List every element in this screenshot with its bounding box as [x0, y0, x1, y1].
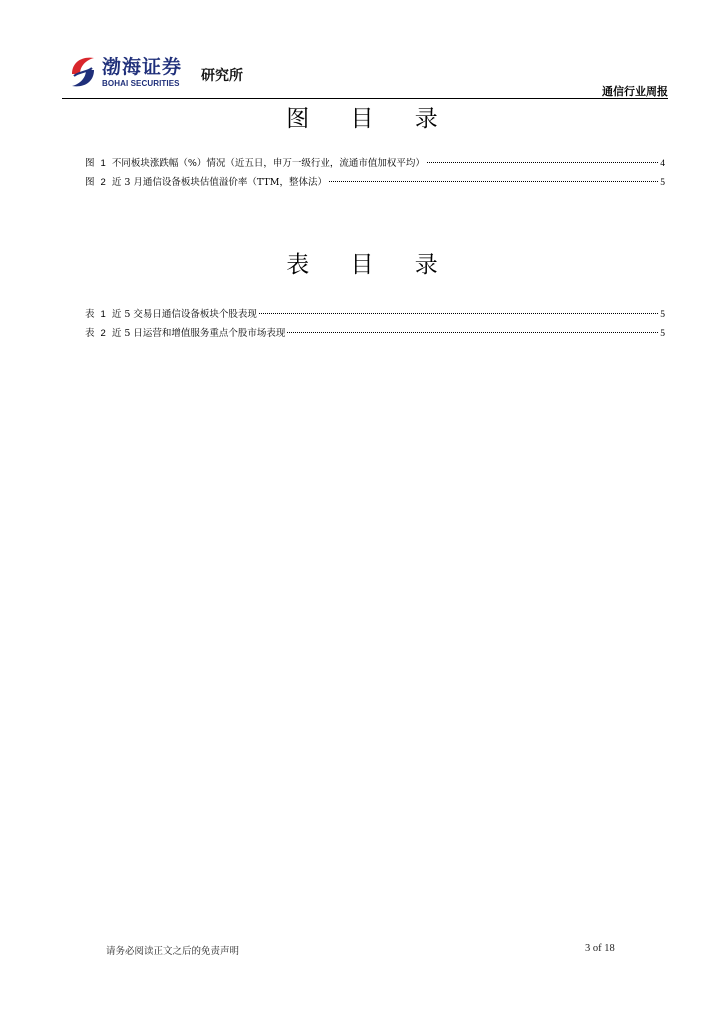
logo-text-cn: 渤海证券: [102, 56, 183, 78]
report-type-label: 通信行业周报: [602, 85, 668, 98]
entry-page-number: 5: [660, 178, 665, 188]
figures-toc-list: [85, 154, 665, 192]
entry-number: 1: [100, 309, 106, 320]
entry-page-number: 4: [660, 159, 665, 169]
entry-title: 不同板块涨跌幅（%）情况（近五日，申万一级行业，流通市值加权平均）: [111, 158, 425, 169]
toc-entry-table-2[interactable]: [85, 324, 665, 343]
bohai-logo-icon: [68, 54, 98, 90]
entry-prefix: 图: [85, 177, 95, 188]
figures-toc-title: 图 目 录: [286, 106, 455, 132]
dot-leader: [287, 332, 658, 333]
entry-title: 近 5 日运营和增值服务重点个股市场表现: [111, 328, 286, 339]
entry-page-number: 5: [660, 329, 665, 339]
page-header: [62, 50, 668, 100]
dot-leader: [329, 181, 658, 182]
entry-number: 1: [100, 158, 106, 169]
entry-title: 近 5 交易日通信设备板块个股表现: [111, 309, 257, 320]
toc-entry-table-1[interactable]: [85, 305, 665, 324]
dot-leader: [259, 313, 658, 314]
tables-toc-list: [85, 305, 665, 343]
entry-number: 2: [100, 177, 106, 188]
entry-prefix: 表: [85, 328, 95, 339]
tables-toc-title: 表 目 录: [286, 252, 455, 278]
entry-number: 2: [100, 328, 106, 339]
entry-prefix: 图: [85, 158, 95, 169]
institute-label: 研究所: [201, 68, 243, 84]
header-divider: [62, 98, 668, 99]
toc-entry-figure-2[interactable]: [85, 173, 665, 192]
toc-entry-figure-1[interactable]: [85, 154, 665, 173]
footer-disclaimer: 请务必阅读正文之后的免责声明: [106, 946, 240, 957]
entry-prefix: 表: [85, 309, 95, 320]
entry-title: 近 3 月通信设备板块估值溢价率（TTM，整体法）: [111, 177, 327, 188]
logo-text-en: BOHAI SECURITIES: [102, 79, 180, 88]
entry-page-number: 5: [660, 310, 665, 320]
dot-leader: [427, 162, 658, 163]
footer-page-indicator: 3 of 18: [585, 943, 615, 954]
